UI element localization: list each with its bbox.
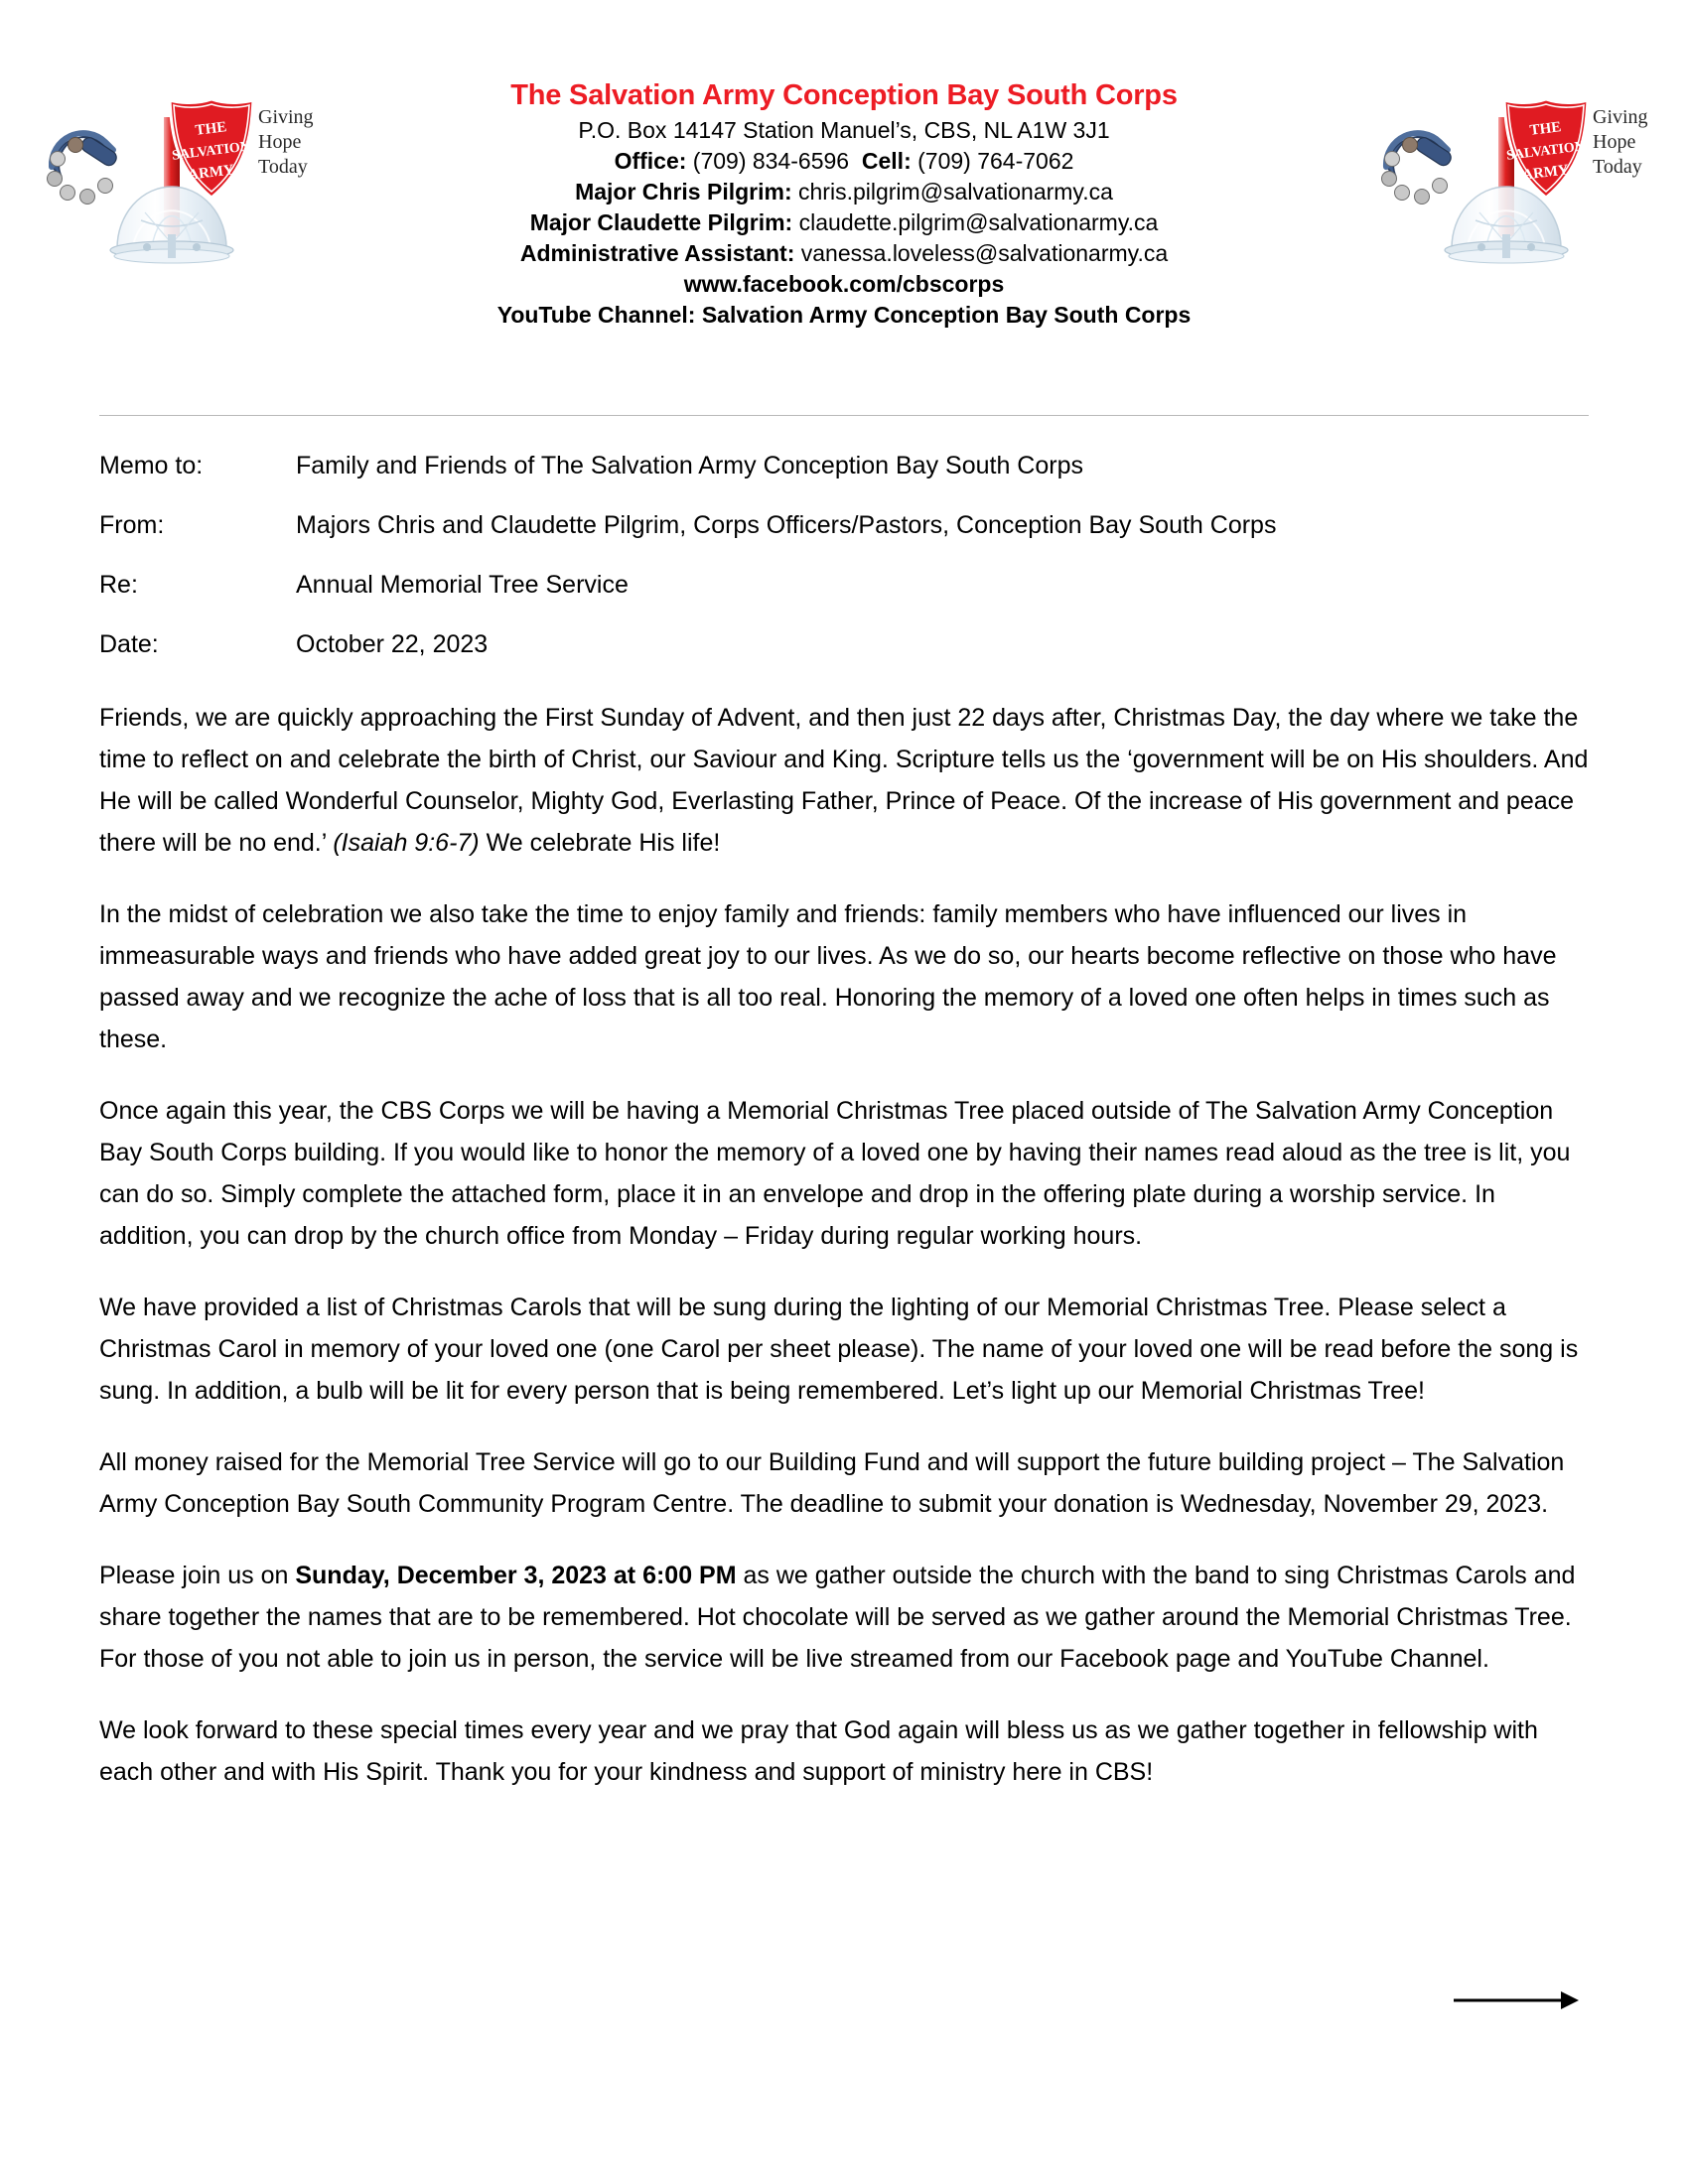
salvation-army-shield-icon [167,97,256,201]
contact-major-chris-label: Major Chris Pilgrim: [575,179,792,205]
mailing-address: P.O. Box 14147 Station Manuel’s, CBS, NL A1W 3J1 [578,117,1110,143]
letterhead [0,0,1688,328]
header-divider [99,415,1589,416]
memo-value-to: Family and Friends of The Salvation Army Conception Bay South Corps [296,452,1083,479]
contact-admin-assistant-email: vanessa.loveless@salvationarmy.ca [794,240,1169,266]
shield-text-salvation: SALVATION [171,139,251,164]
logo-tagline-line1: Giving [258,106,314,128]
paragraph-closing: We look forward to these special times every year and we pray that God again will bless us as we gather together in fellowship with each other and with His Spirit. Thank you for your kindness and support of ministry here in CBS! [99,1716,1538,1786]
logo-right [1362,87,1660,286]
right-arrow-icon [1452,1985,1581,2015]
phone-line [298,146,1390,177]
memo-row-from [99,508,1589,542]
memo-row-re [99,568,1589,602]
shield-text-the: THE [194,119,228,139]
contact-major-claudette-label: Major Claudette Pilgrim: [529,209,793,235]
shield-text-the: THE [1528,119,1563,139]
paragraph-memorial-tree: Once again this year, the CBS Corps we will be having a Memorial Christmas Tree placed outside of The Salvation Army Conception Bay South Corps building. If you would like to honor the memory of a loved one by having their names read aloud as the tree is lit, you can do so. Simply complete the attached form, place it in an envelope and drop in the offering plate during a worship service. In addition, you can drop by the church office from Monday – Friday during regular working hours. [99,1097,1571,1250]
memo-value-date: October 22, 2023 [296,630,489,658]
shield-text-army: ARMY [1521,162,1570,184]
memo-label-from: From: [99,511,165,539]
memo-body [99,449,1589,1823]
memo-row-to [99,449,1589,482]
facebook-url: www.facebook.com/cbscorps [683,271,1005,297]
letterhead-text [298,77,1390,331]
memo-label-date: Date: [99,630,159,658]
scripture-reference: (Isaiah 9:6-7) [333,829,480,857]
logo-tagline-line1: Giving [1593,106,1648,128]
contact-admin-assistant [298,238,1390,269]
cell-phone-value: (709) 764-7062 [911,148,1074,174]
logo-tagline-line2: Hope [258,131,302,153]
paragraph-building-fund: All money raised for the Memorial Tree Service will go to our Building Fund and will support the future building project – The Salvation Army Conception Bay South Community Program Centre. The deadline to submit your donation is Wednesday, November 29, 2023. [99,1448,1565,1518]
invitation-part1: Please join us on [99,1562,296,1589]
memo-row-date [99,627,1589,661]
memo-label-re: Re: [99,571,138,599]
shield-text-salvation: SALVATION [1505,139,1586,164]
logo-tagline-line3: Today [258,156,308,178]
contact-admin-assistant-label: Administrative Assistant: [519,240,795,266]
cell-phone-label: Cell: [861,148,912,174]
contact-major-claudette-email: claudette.pilgrim@salvationarmy.ca [792,209,1159,235]
organization-title: The Salvation Army Conception Bay South Corps [510,79,1178,111]
paragraph-event-invitation [99,1555,1589,1680]
memo-value-re: Annual Memorial Tree Service [296,571,629,599]
event-datetime: Sunday, December 3, 2023 at 6:00 PM [295,1562,737,1589]
contact-major-chris [298,177,1390,207]
paragraph-advent [99,697,1589,864]
youtube-channel: YouTube Channel: Salvation Army Conception Bay South Corps [496,302,1192,328]
paragraph-advent-part1: Friends, we are quickly approaching the First Sunday of Advent, and then just 22 days after, Christmas Day, the day where we take the time to reflect on and celebrate the birth of Christ, our Saviour and King. Scripture tells us the ‘government will be on His shoulders. And He will be called Wonderful Counselor, Mighty God, Everlasting Father, Prince of Peace. Of the increase of His government and peace there will be no end.’ [99,704,1589,857]
logo-tagline-line3: Today [1593,156,1642,178]
shield-text-army: ARMY [187,162,235,184]
paragraph-advent-part2: We celebrate His life! [479,829,721,857]
paragraph-carols: We have provided a list of Christmas Carols that will be sung during the lighting of our Memorial Christmas Tree. Please select a Christmas Carol in memory of your loved one (one Carol per sheet please). The name of your loved one will be read before the song is sung. In addition, a bulb will be lit for every person that is being remembered. Let’s light up our Memorial Christmas Tree! [99,1294,1579,1405]
memo-label-to: Memo to: [99,452,204,479]
paragraph-celebration: In the midst of celebration we also take the time to enjoy family and friends: family members who have influenced our lives in immeasurable ways and friends who have added great joy to our lives. As we do so, our hearts become reflective on those who have passed away and we recognize the ache of loss that is all too real. Honoring the memory of a loved one often helps in times such as these. [99,900,1557,1053]
logo-tagline-line2: Hope [1593,131,1636,153]
memo-value-from: Majors Chris and Claudette Pilgrim, Corps Officers/Pastors, Conception Bay South Corps [296,511,1277,539]
office-phone-label: Office: [614,148,687,174]
continue-arrow-wrapper [0,1985,1688,2020]
salvation-army-shield-icon [1501,97,1591,201]
office-phone-value: (709) 834-6596 [686,148,850,174]
logo-tagline [1593,105,1658,180]
contact-major-claudette [298,207,1390,238]
invitation-part2: as we gather outside the church with the band to sing Christmas Carols and share together the names that are to be remembered. Hot chocolate will be served as we gather around the Memorial Christmas Tree. For those of you not able to join us in person, the service will be live streamed from our Facebook page and YouTube Channel. [99,1562,1576,1673]
logo-left [28,87,326,286]
contact-major-chris-email: chris.pilgrim@salvationarmy.ca [791,179,1113,205]
